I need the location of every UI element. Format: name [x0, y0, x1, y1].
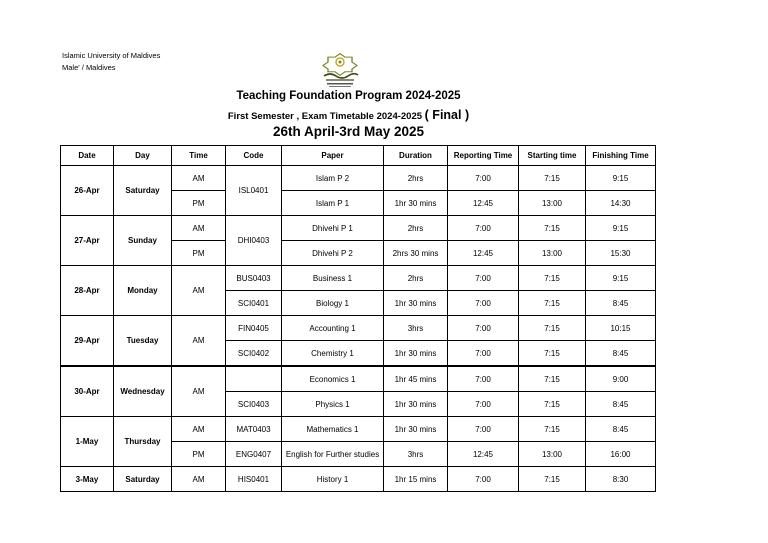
starting-cell: 7:15: [519, 392, 586, 417]
table-row: [61, 266, 656, 291]
duration-cell: 1hr 30 mins: [384, 392, 448, 417]
code-cell: HIS0401: [226, 467, 282, 492]
code-cell: [226, 366, 282, 392]
starting-cell: 7:15: [519, 316, 586, 341]
paper-cell: Islam P 2: [282, 166, 384, 191]
duration-cell: 3hrs: [384, 316, 448, 341]
finishing-cell: 9:15: [586, 216, 656, 241]
date-cell: 28-Apr: [61, 266, 114, 316]
exam-timetable: [60, 145, 656, 492]
time-cell: AM: [172, 417, 226, 442]
starting-cell: 13:00: [519, 241, 586, 266]
semester-text: First Semester , Exam Timetable 2024-2025: [227, 111, 423, 122]
starting-cell: 7:15: [519, 467, 586, 492]
starting-cell: 7:15: [519, 366, 586, 392]
university-crest-logo: [318, 50, 362, 92]
table-row: [61, 366, 656, 392]
starting-cell: 13:00: [519, 442, 586, 467]
paper-cell: Physics 1: [282, 392, 384, 417]
time-cell: AM: [172, 166, 226, 191]
starting-cell: 7:15: [519, 341, 586, 367]
date-cell: 1-May: [61, 417, 114, 467]
col-header-code: Code: [226, 146, 282, 166]
code-cell: ENG0407: [226, 442, 282, 467]
institution-block: [62, 50, 160, 74]
date-cell: 29-Apr: [61, 316, 114, 367]
starting-cell: 7:15: [519, 291, 586, 316]
date-cell: 3-May: [61, 467, 114, 492]
table-row: [61, 216, 656, 241]
date-range-title: 26th April-3rd May 2025: [272, 124, 425, 139]
reporting-cell: 12:45: [448, 241, 519, 266]
time-cell: AM: [172, 266, 226, 316]
finishing-cell: 8:30: [586, 467, 656, 492]
day-cell: Wednesday: [114, 366, 172, 417]
day-cell: Thursday: [114, 417, 172, 467]
date-cell: 30-Apr: [61, 366, 114, 417]
reporting-cell: 7:00: [448, 291, 519, 316]
time-cell: AM: [172, 316, 226, 367]
reporting-cell: 7:00: [448, 166, 519, 191]
paper-cell: Mathematics 1: [282, 417, 384, 442]
time-cell: PM: [172, 241, 226, 266]
code-cell: BUS0403: [226, 266, 282, 291]
starting-cell: 7:15: [519, 166, 586, 191]
final-tag: ( Final ): [424, 108, 470, 122]
paper-cell: Economics 1: [282, 366, 384, 392]
institution-location: Male' / Maldives: [62, 63, 116, 72]
time-cell: PM: [172, 442, 226, 467]
reporting-cell: 7:00: [448, 417, 519, 442]
duration-cell: 1hr 30 mins: [384, 341, 448, 367]
finishing-cell: 15:30: [586, 241, 656, 266]
duration-cell: 1hr 30 mins: [384, 291, 448, 316]
finishing-cell: 10:15: [586, 316, 656, 341]
duration-cell: 1hr 45 mins: [384, 366, 448, 392]
day-cell: Sunday: [114, 216, 172, 266]
time-cell: AM: [172, 467, 226, 492]
table-row: [61, 316, 656, 341]
time-cell: AM: [172, 366, 226, 417]
table-row: [61, 417, 656, 442]
reporting-cell: 7:00: [448, 266, 519, 291]
table-row: [61, 467, 656, 492]
institution-name: Islamic University of Maldives: [62, 51, 161, 60]
code-cell: MAT0403: [226, 417, 282, 442]
reporting-cell: 12:45: [448, 191, 519, 216]
paper-cell: Accounting 1: [282, 316, 384, 341]
paper-cell: Business 1: [282, 266, 384, 291]
paper-cell: Dhivehi P 1: [282, 216, 384, 241]
finishing-cell: 9:00: [586, 366, 656, 392]
duration-cell: 2hrs 30 mins: [384, 241, 448, 266]
finishing-cell: 9:15: [586, 266, 656, 291]
table-row: [61, 166, 656, 191]
starting-cell: 13:00: [519, 191, 586, 216]
duration-cell: 2hrs: [384, 166, 448, 191]
duration-cell: 1hr 15 mins: [384, 467, 448, 492]
paper-cell: Chemistry 1: [282, 341, 384, 367]
date-cell: 27-Apr: [61, 216, 114, 266]
day-cell: Saturday: [114, 467, 172, 492]
code-cell: SCI0401: [226, 291, 282, 316]
paper-cell: Islam P 1: [282, 191, 384, 216]
code-cell: SCI0402: [226, 341, 282, 367]
col-header-date: Date: [61, 146, 114, 166]
col-header-duration: Duration: [384, 146, 448, 166]
reporting-cell: 7:00: [448, 341, 519, 367]
starting-cell: 7:15: [519, 216, 586, 241]
duration-cell: 3hrs: [384, 442, 448, 467]
col-header-starting: Starting time: [519, 146, 586, 166]
col-header-paper: Paper: [282, 146, 384, 166]
duration-cell: 1hr 30 mins: [384, 417, 448, 442]
duration-cell: 2hrs: [384, 216, 448, 241]
col-header-finishing: Finishing Time: [586, 146, 656, 166]
finishing-cell: 8:45: [586, 341, 656, 367]
reporting-cell: 7:00: [448, 392, 519, 417]
reporting-cell: 7:00: [448, 216, 519, 241]
program-title: Teaching Foundation Program 2024-2025: [236, 90, 461, 102]
paper-cell: Dhivehi P 2: [282, 241, 384, 266]
finishing-cell: 8:45: [586, 291, 656, 316]
duration-cell: 1hr 30 mins: [384, 191, 448, 216]
starting-cell: 7:15: [519, 266, 586, 291]
code-cell: ISL0401: [226, 166, 282, 216]
reporting-cell: 12:45: [448, 442, 519, 467]
day-cell: Saturday: [114, 166, 172, 216]
col-header-day: Day: [114, 146, 172, 166]
time-cell: AM: [172, 216, 226, 241]
paper-cell: History 1: [282, 467, 384, 492]
code-cell: SCI0403: [226, 392, 282, 417]
day-cell: Tuesday: [114, 316, 172, 367]
code-cell: DHI0403: [226, 216, 282, 266]
col-header-time: Time: [172, 146, 226, 166]
finishing-cell: 8:45: [586, 392, 656, 417]
reporting-cell: 7:00: [448, 366, 519, 392]
finishing-cell: 14:30: [586, 191, 656, 216]
time-cell: PM: [172, 191, 226, 216]
finishing-cell: 16:00: [586, 442, 656, 467]
starting-cell: 7:15: [519, 417, 586, 442]
reporting-cell: 7:00: [448, 467, 519, 492]
col-header-reporting: Reporting Time: [448, 146, 519, 166]
paper-cell: Biology 1: [282, 291, 384, 316]
reporting-cell: 7:00: [448, 316, 519, 341]
date-cell: 26-Apr: [61, 166, 114, 216]
code-cell: FIN0405: [226, 316, 282, 341]
finishing-cell: 8:45: [586, 417, 656, 442]
duration-cell: 2hrs: [384, 266, 448, 291]
semester-title: [0, 108, 697, 122]
paper-cell: English for Further studies: [282, 442, 384, 467]
header-row: [61, 146, 656, 166]
finishing-cell: 9:15: [586, 166, 656, 191]
day-cell: Monday: [114, 266, 172, 316]
